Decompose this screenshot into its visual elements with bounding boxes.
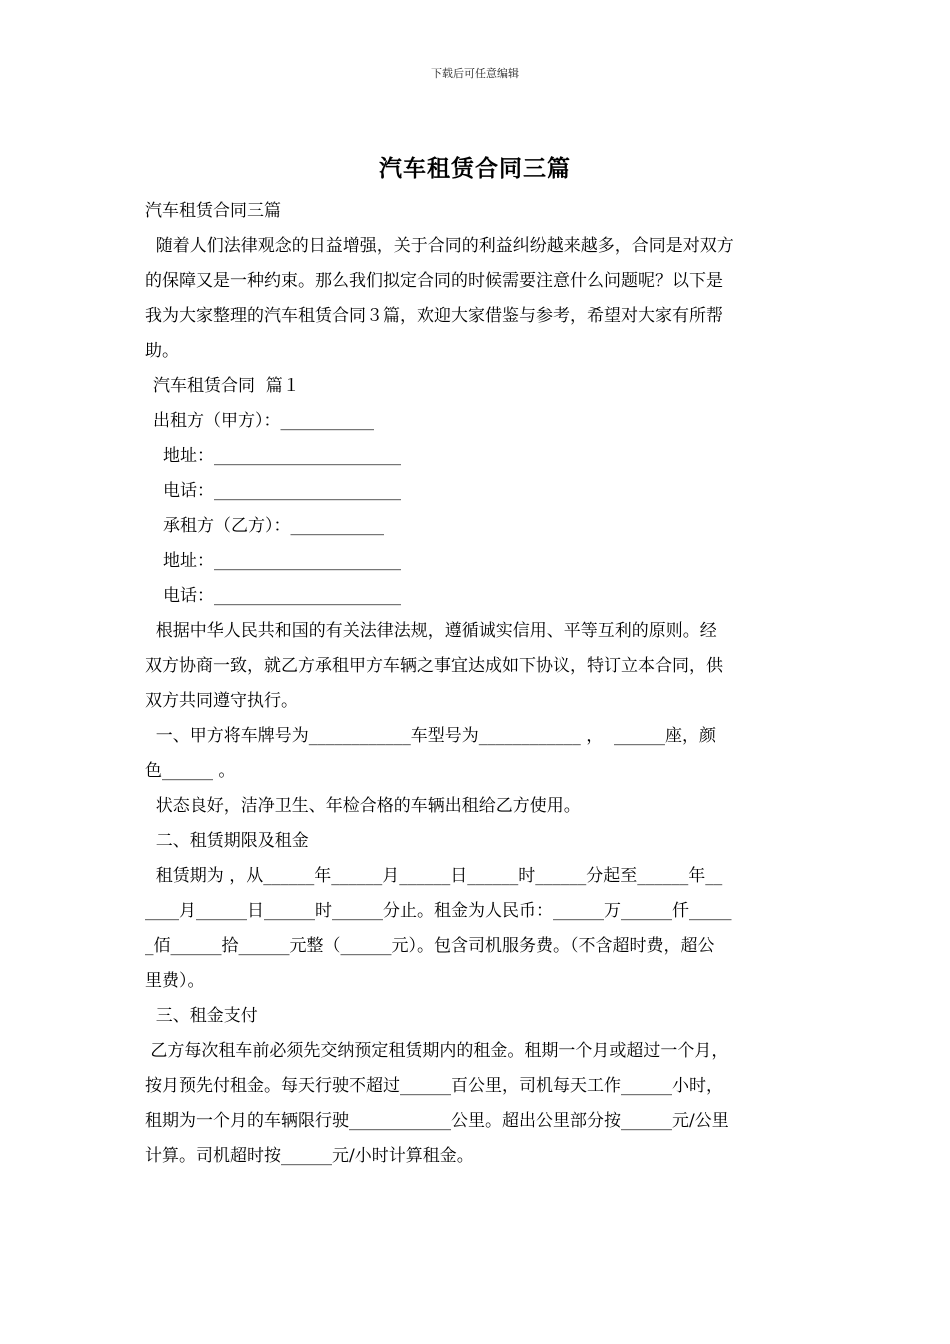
party-b-address: 地址：______________________ <box>163 551 401 571</box>
clause-3-line: 乙方每次租车前必须先交纳预定租赁期内的租金。租期一个月或超过一个月， <box>145 1041 729 1061</box>
basis-line: 双方共同遵守执行。 <box>145 691 298 711</box>
intro-line: 我为大家整理的汽车租赁合同３篇，欢迎大家借鉴与参考，希望对大家有所帮 <box>145 306 723 326</box>
party-a-line: 出租方（甲方）：___________ <box>153 411 374 431</box>
intro-line: 随着人们法律观念的日益增强，关于合同的利益纠纷越来越多，合同是对双方 <box>145 236 734 256</box>
section-heading: 汽车租赁合同 篇１ <box>153 376 300 396</box>
clause-3-line: 计算。司机超时按______元/小时计算租金。 <box>145 1146 474 1166</box>
intro-line: 助。 <box>145 341 179 361</box>
party-a-phone: 电话：______________________ <box>163 481 401 501</box>
basis-line: 双方协商一致，就乙方承租甲方车辆之事宜达成如下协议，特订立本合同，供 <box>145 656 723 676</box>
party-b-phone: 电话：______________________ <box>163 586 401 606</box>
clause-3-line: 按月预先付租金。每天行驶不超过______百公里，司机每天工作______小时， <box>145 1076 723 1096</box>
clause-2-line: 里费）。 <box>145 971 205 991</box>
clause-3-heading: 三、租金支付 <box>145 1006 258 1026</box>
document-title: 汽车租赁合同三篇 <box>379 155 571 182</box>
clause-2-line: _佰______拾______元整（______元）。包含司机服务费。（不含超时费，超公 <box>145 936 715 956</box>
document-body <box>145 194 810 1174</box>
clause-2-line: 租赁期为 ，从______年______月______日______时______分起至______年__ <box>145 866 723 886</box>
basis-line: 根据中华人民共和国的有关法律法规，遵循诚实信用、平等互利的原则。经 <box>145 621 717 641</box>
subtitle: 汽车租赁合同三篇 <box>145 201 281 221</box>
party-b-line: 承租方（乙方）：___________ <box>163 516 384 536</box>
clause-3-line: 租期为一个月的车辆限行驶____________公里。超出公里部分按______元/公里 <box>145 1111 729 1131</box>
clause-2-line: ____月______日______时______分止。租金为人民币：______万______仟_____ <box>145 901 732 921</box>
header-note: 下载后可任意编辑 <box>431 67 519 80</box>
intro-line: 的保障又是一种约束。那么我们拟定合同的时候需要注意什么问题呢？以下是 <box>145 271 723 291</box>
clause-2-heading: 二、租赁期限及租金 <box>145 831 309 851</box>
party-a-address: 地址：______________________ <box>163 446 401 466</box>
clause-1-line: 一、甲方将车牌号为____________车型号为____________ ， ______座，颜 <box>145 726 717 746</box>
clause-1-condition: 状态良好，洁净卫生、年检合格的车辆出租给乙方使用。 <box>145 796 581 816</box>
clause-1-line: 色______ 。 <box>145 761 236 781</box>
